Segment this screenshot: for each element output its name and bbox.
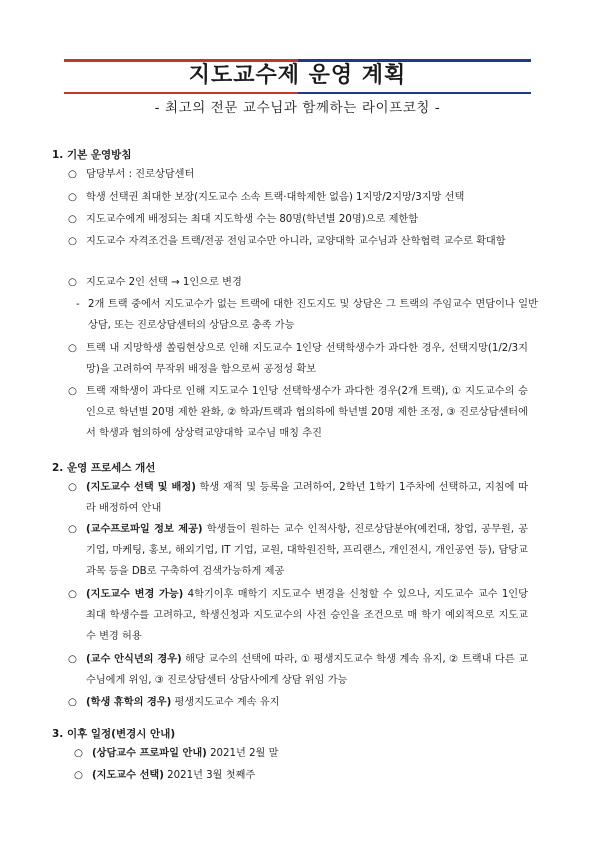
- header-bottom-rule: [64, 92, 531, 94]
- list-item: [68, 272, 528, 293]
- list-item: [68, 584, 528, 647]
- bullet-mark: ○: [68, 589, 77, 600]
- list-item: [76, 294, 538, 336]
- list-item: [68, 381, 528, 444]
- bullet-mark: ○: [68, 343, 77, 354]
- list-item-text: 지도교수 자격조건을 트랙/전공 전임교수만 아니라, 교양대학 교수님과 산학협력 교수로 확대함: [86, 236, 506, 247]
- list-item-text: 해당 교수의 선택에 따라, ① 평생지도교수 학생 계속 유지, ② 트랙내 다른 교수님에게 위임, ③ 진로상담센터 상담사에게 상담 위임 가능: [86, 654, 529, 686]
- list-item: [74, 765, 534, 786]
- list-item: [68, 209, 528, 230]
- bullet-mark: ○: [74, 770, 83, 781]
- bullet-mark: ○: [68, 386, 77, 397]
- list-item-text: 2개 트랙 중에서 지도교수가 없는 트랙에 대한 진도지도 및 상담은 그 트랙의 주임교수 면담이나 일반상담, 또는 진로상담센터의 상담으로 충족 가능: [88, 299, 538, 331]
- list-item-text: 4학기이후 매학기 지도교수 변경을 신청할 수 있으나, 지도교수 교수 1인당 최대 학생수를 고려하고, 학생신청과 지도교수의 사전 승인을 조건으로 매 학기 예외적으로 지도교수 변경 허용: [86, 589, 528, 642]
- section-heading: 2. 운영 프로세스 개선: [52, 462, 156, 474]
- item-title: (지도교수 선택 및 배정): [86, 482, 196, 493]
- item-title: (교수 안식년의 경우): [86, 654, 182, 665]
- list-item-text: 학생 재적 및 등록을 고려하여, 2학년 1학기 1주차에 선택하고, 지침에 따라 배정하여 안내: [86, 482, 528, 514]
- bullet-mark: ○: [68, 654, 77, 665]
- bullet-mark: ○: [68, 169, 77, 180]
- bullet-mark: ○: [68, 277, 77, 288]
- list-item-text: 지도교수 2인 선택 → 1인으로 변경: [86, 277, 242, 288]
- section-heading: 3. 이후 일정(변경시 안내): [52, 728, 176, 740]
- dash-mark: -: [76, 299, 80, 310]
- list-item: [74, 743, 534, 764]
- bullet-mark: ○: [68, 524, 77, 535]
- list-item: [68, 519, 528, 582]
- page-title: 지도교수제 운영 계획: [188, 63, 407, 88]
- section-heading: 1. 기본 운영방침: [52, 149, 132, 161]
- item-title: (지도교수 변경 가능): [86, 589, 184, 600]
- bullet-mark: ○: [74, 748, 83, 759]
- page-subtitle: - 최고의 전문 교수님과 함께하는 라이프코칭 -: [154, 100, 441, 116]
- list-item-text: 학생 선택권 최대한 보장(지도교수 소속 트랙·대학제한 없음) 1지망/2지망/3지망 선택: [86, 192, 465, 203]
- list-item-text: 2021년 2월 말: [206, 748, 279, 759]
- list-item: [68, 477, 528, 519]
- list-item-text: 담당부서 : 진로상담센터: [86, 169, 195, 180]
- item-title: (학생 휴학의 경우): [86, 697, 172, 708]
- item-title: (지도교수 선택): [92, 770, 164, 781]
- list-item-text: 트랙 내 지망학생 쏠림현상으로 인해 지도교수 1인당 선택학생수가 과다한 경우, 선택지망(1/2/3지망)을 고려하여 무작위 배정을 함으로써 공정성 확보: [86, 343, 528, 375]
- bullet-mark: ○: [68, 192, 77, 203]
- list-item-text: 지도교수에게 배정되는 최대 지도학생 수는 80명(학년별 20명)으로 제한함: [86, 214, 419, 225]
- bullet-mark: ○: [68, 236, 77, 247]
- list-item: [68, 649, 528, 691]
- list-item: [68, 338, 528, 380]
- bullet-mark: ○: [68, 482, 77, 493]
- bullet-mark: ○: [68, 697, 77, 708]
- list-item: [68, 692, 528, 713]
- list-item-text: 트랙 재학생이 과다로 인해 지도교수 1인당 선택학생수가 과다한 경우(2개 트랙), ① 지도교수의 승인으로 학년별 20명 제한 완화, ② 학과/트랙과 협의하에 학년별 20명 제한 조정, ③ 진로상담센터에서 학생과 협의하에 상상력교양대학 교수님 매칭 추진: [86, 386, 528, 439]
- list-item: [68, 164, 528, 185]
- list-item: [68, 187, 528, 208]
- list-item: [68, 231, 528, 252]
- bullet-mark: ○: [68, 214, 77, 225]
- item-title: (교수프로파일 정보 제공): [86, 524, 203, 535]
- list-item-text: 2021년 3월 첫째주: [163, 770, 256, 781]
- list-item-text: 학생들이 원하는 교수 인적사항, 진로상담분야(예컨대, 창업, 공무원, 공기업, 마케팅, 홍보, 해외기업, IT 기업, 교원, 대학원진학, 프리랜스, 개인전시, 개인공연 등), 담당교과목 등을 DB로 구축하여 검색가능하게 제공: [86, 524, 528, 577]
- item-title: (상담교수 프로파일 안내): [92, 748, 207, 759]
- list-item-text: 평생지도교수 계속 유지: [171, 697, 280, 708]
